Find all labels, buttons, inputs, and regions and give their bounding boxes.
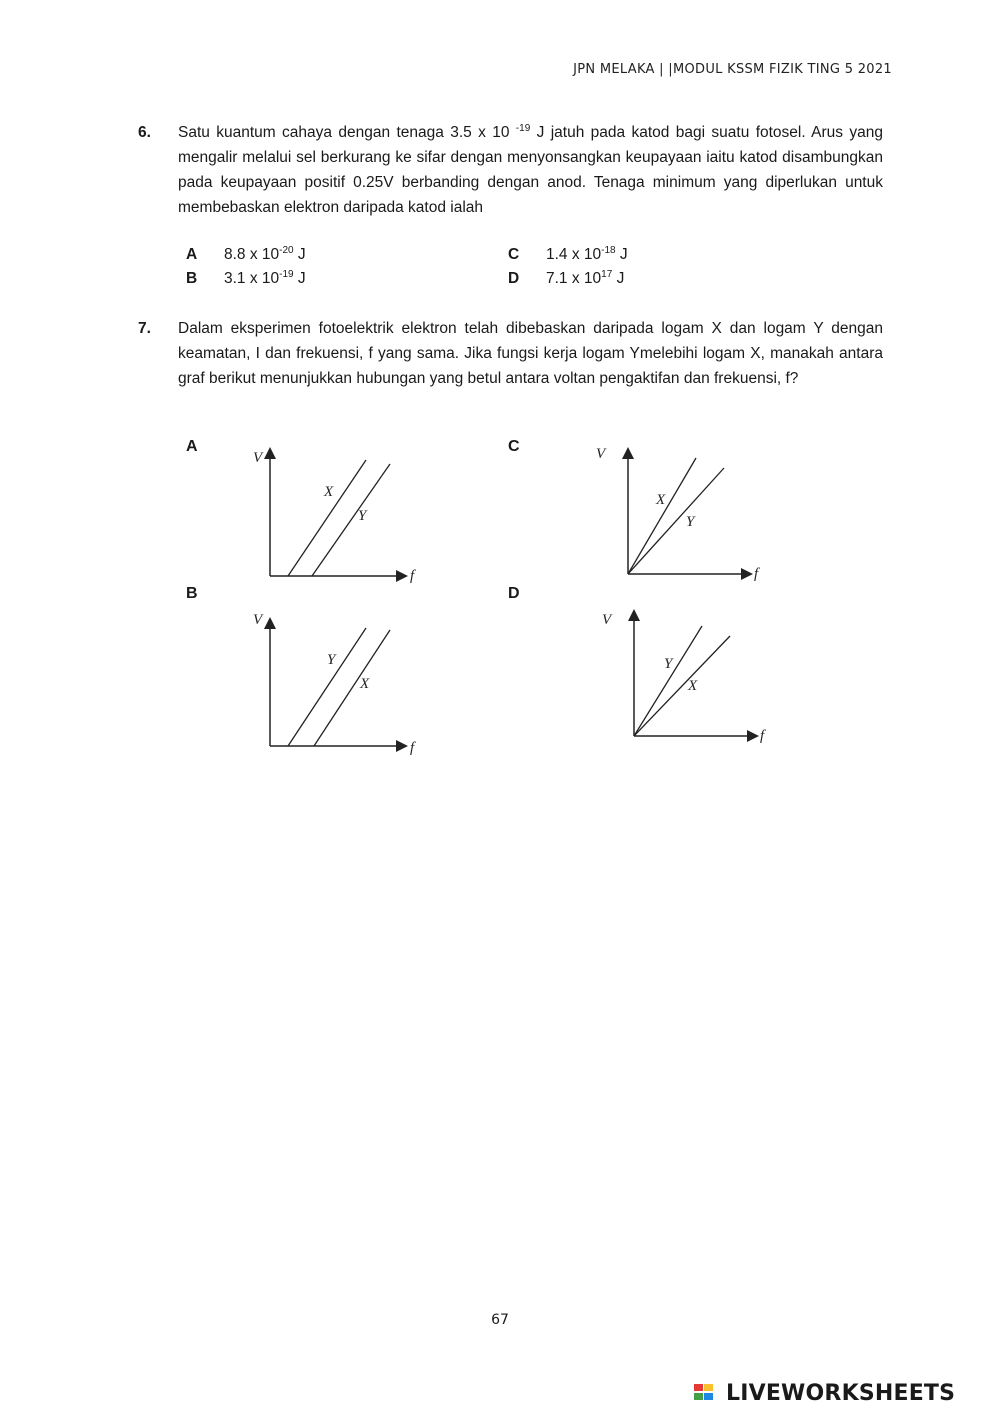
- line-y: [312, 464, 390, 576]
- y-axis-label: V: [253, 612, 263, 628]
- y-axis-label: V: [602, 612, 612, 628]
- question-number: 6.: [138, 124, 151, 141]
- q6-option-b[interactable]: B 3.1 x $10^{-19}$ J: [186, 269, 306, 287]
- line1-label: Y: [664, 656, 673, 672]
- y-axis-label: V: [596, 446, 606, 462]
- line2-label: X: [688, 678, 698, 694]
- graph-b[interactable]: [240, 610, 430, 760]
- line2-label: Y: [686, 514, 695, 530]
- question-text: Dalam eksperimen fotoelektrik elektron telah dibebaskan daripada logam X dan logam Y dengan keamatan, I dan frekuensi, f yang sama. Jika fungsi kerja logam Ymelebihi logam X, manakah antara graf berikut menunjukkan hubungan yang betul antara voltan pengaktifan dan frekuensi, f?: [178, 320, 883, 387]
- x-axis-label: f: [754, 566, 759, 582]
- page-number: 67: [491, 1312, 509, 1328]
- line2-label: X: [360, 676, 370, 692]
- q6-option-c[interactable]: C 1.4 x $10^{-18}$ J: [508, 245, 628, 263]
- brand-text: LIVEWORKSHEETS: [726, 1381, 956, 1406]
- x-axis-label: f: [410, 568, 415, 584]
- line1-label: Y: [327, 652, 336, 668]
- q7-option-a-label[interactable]: A: [186, 438, 198, 455]
- q6-option-d[interactable]: D 7.1 x $10^{17}$ J: [508, 269, 625, 287]
- liveworksheets-logo-icon: [694, 1382, 722, 1406]
- graph-a[interactable]: [240, 440, 430, 590]
- q7-option-d-label[interactable]: D: [508, 585, 520, 602]
- question-text: Satu kuantum cahaya dengan tenaga 3.5 x 10 $^{-19}$ J jatuh pada katod bagi suatu fotosel. Arus yang mengalir melalui sel berkurang ke sifar dengan menyonsangkan keupayaan iaitu katod disambungkan pada keupayaan positif 0.25V berbanding dengan anod. Tenaga minimum yang diperlukan untuk membebaskan elektron daripada katod ialah: [178, 123, 883, 216]
- graph-c[interactable]: [592, 440, 772, 590]
- question-7: [138, 316, 898, 391]
- question-number: 7.: [138, 320, 151, 337]
- line1-label: X: [324, 484, 334, 500]
- q7-option-c-label[interactable]: C: [508, 438, 520, 455]
- question-6: [138, 120, 898, 220]
- line-x: [634, 636, 730, 736]
- line-y: [288, 628, 366, 746]
- liveworksheets-brand: [694, 1381, 955, 1406]
- x-axis-label: f: [410, 740, 415, 756]
- q6-option-a[interactable]: A 8.8 x $10^{-20}$ J: [186, 245, 306, 263]
- y-axis-label: V: [253, 450, 263, 466]
- page-header: JPN MELAKA | |MODUL KSSM FIZIK TING 5 2021: [573, 62, 892, 77]
- q7-option-b-label[interactable]: B: [186, 585, 198, 602]
- line-x: [288, 460, 366, 576]
- line1-label: X: [656, 492, 666, 508]
- graph-d[interactable]: [596, 608, 776, 758]
- line2-label: Y: [358, 508, 367, 524]
- x-axis-label: f: [760, 728, 765, 744]
- line-y: [628, 468, 724, 574]
- line-x: [314, 630, 390, 746]
